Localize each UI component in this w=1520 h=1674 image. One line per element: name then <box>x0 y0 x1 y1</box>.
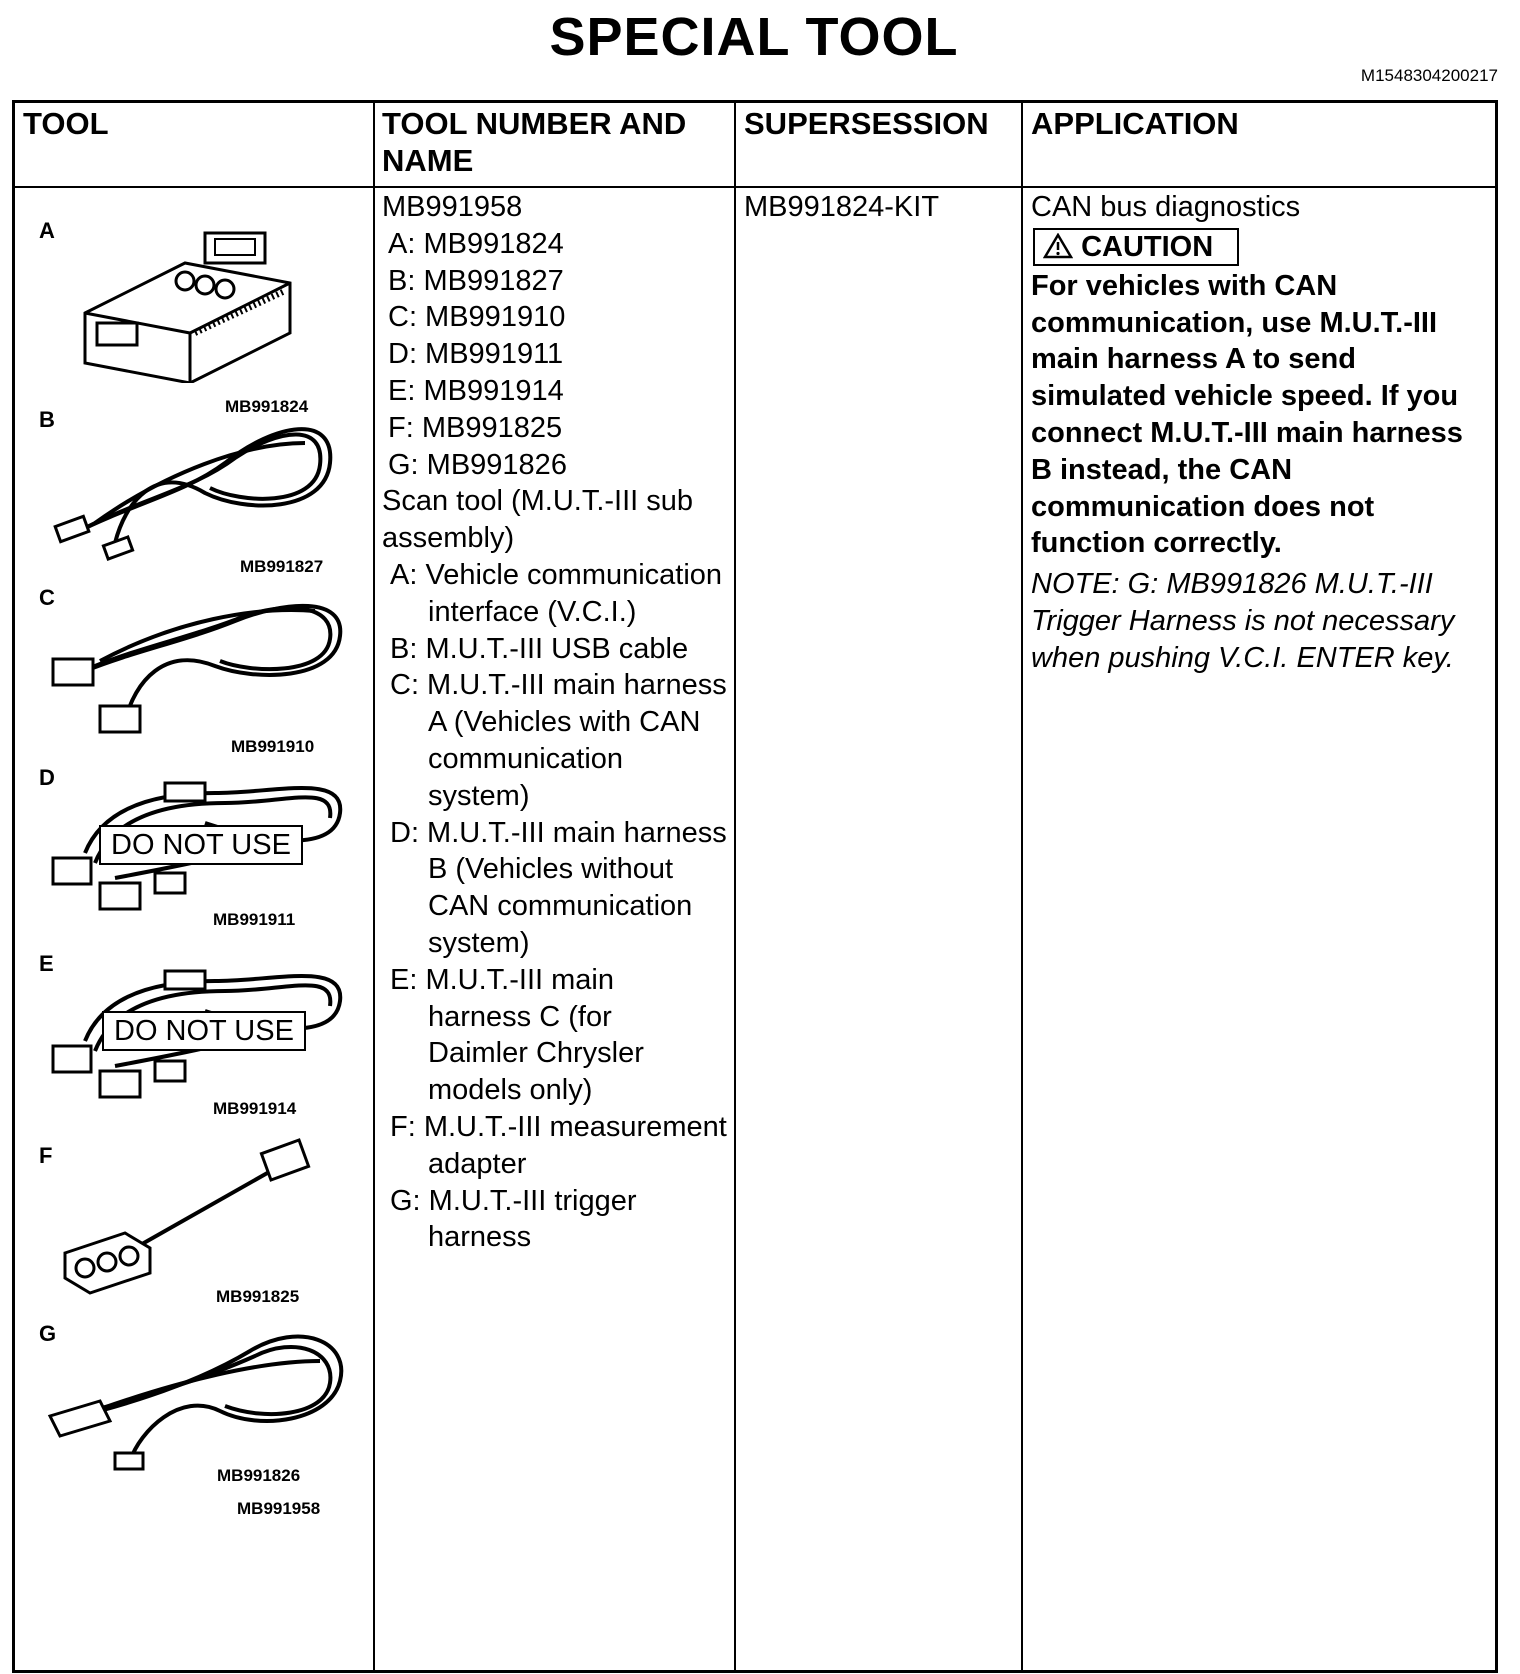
component-line: F: M.U.T.-III measurement adapter <box>390 1110 727 1180</box>
kit-number: MB991958 <box>382 191 523 223</box>
usb-cable-icon <box>45 403 345 563</box>
component-line: D: M.U.T.-III main harness B (Vehicles without CAN communication system) <box>390 816 727 959</box>
header-line: TOOL NUMBER AND <box>382 106 687 141</box>
tool-part-number: MB991911 <box>213 910 296 929</box>
tool-letter: B <box>39 407 55 432</box>
caution-badge <box>1033 228 1239 266</box>
part-line: A: MB991824 <box>388 227 564 260</box>
kit-part-number: MB991958 <box>237 1499 321 1518</box>
measurement-adapter-icon <box>55 1138 325 1298</box>
warning-triangle-icon <box>1043 233 1073 259</box>
part-line: C: MB991910 <box>388 301 566 334</box>
header-supersession: SUPERSESSION <box>744 106 989 141</box>
header-divider <box>15 186 1495 188</box>
component-line: A: Vehicle communication interface (V.C.I.) <box>390 558 723 628</box>
special-tool-table <box>12 100 1498 1673</box>
component-line: G: M.U.T.-III trigger harness <box>390 1184 637 1254</box>
header-tool: TOOL <box>23 106 109 141</box>
document-id: M1548304200217 <box>1360 66 1498 85</box>
tool-name: Scan tool (M.U.T.-III sub assembly) <box>382 485 694 555</box>
tool-letter: G <box>39 1321 57 1346</box>
tool-part-number: MB991826 <box>217 1466 301 1485</box>
caution-label: CAUTION <box>1081 230 1214 263</box>
supersession-value: MB991824-KIT <box>744 191 940 223</box>
tool-letter: C <box>39 585 55 610</box>
header-line: NAME <box>382 143 474 178</box>
tool-letter: E <box>39 951 54 976</box>
tool-letter: A <box>39 218 55 243</box>
component-line: E: M.U.T.-III main harness C (for Daimler Chrysler models only) <box>390 963 644 1107</box>
part-line: G: MB991826 <box>388 448 567 481</box>
do-not-use-label: DO NOT USE <box>102 1011 306 1051</box>
part-line: F: MB991825 <box>388 411 563 444</box>
part-line: B: MB991827 <box>388 264 564 297</box>
component-line: C: M.U.T.-III main harness A (Vehicles with CAN communication system) <box>390 669 727 812</box>
part-line: E: MB991914 <box>388 374 564 407</box>
header-application: APPLICATION <box>1031 106 1239 141</box>
application-title: CAN bus diagnostics <box>1031 191 1301 223</box>
application-cell <box>1031 189 1491 677</box>
column-divider <box>1021 103 1023 1670</box>
component-line: B: M.U.T.-III USB cable <box>390 632 689 665</box>
page-title: SPECIAL TOOL <box>549 7 959 67</box>
tool-letter: D <box>39 765 55 790</box>
tool-part-number: MB991827 <box>240 557 324 576</box>
application-note: NOTE: G: MB991826 M.U.T.-III Trigger Harness is not necessary when pushing V.C.I. ENTER key. <box>1031 568 1455 674</box>
tool-part-number: MB991910 <box>231 737 315 756</box>
part-line: D: MB991911 <box>388 338 564 371</box>
vci-device-icon <box>65 223 305 383</box>
tool-number-name-cell <box>382 189 734 1256</box>
do-not-use-label: DO NOT USE <box>99 825 303 865</box>
trigger-harness-icon <box>40 1321 350 1481</box>
tool-part-number: MB991824 <box>225 397 309 416</box>
tool-part-number: MB991914 <box>213 1099 297 1118</box>
tool-letter: F <box>39 1143 53 1168</box>
column-divider <box>734 103 736 1670</box>
tool-part-number: MB991825 <box>216 1287 300 1306</box>
main-harness-a-icon <box>45 581 345 741</box>
column-divider <box>373 103 375 1670</box>
header-tool-number-name <box>382 105 686 179</box>
caution-text: For vehicles with CAN communication, use M.U.T.-III main harness A to send simulated vehicle speed. If you connect M.U.T.-III main harness B instead, the CAN communication does not function correctly. <box>1031 269 1463 560</box>
